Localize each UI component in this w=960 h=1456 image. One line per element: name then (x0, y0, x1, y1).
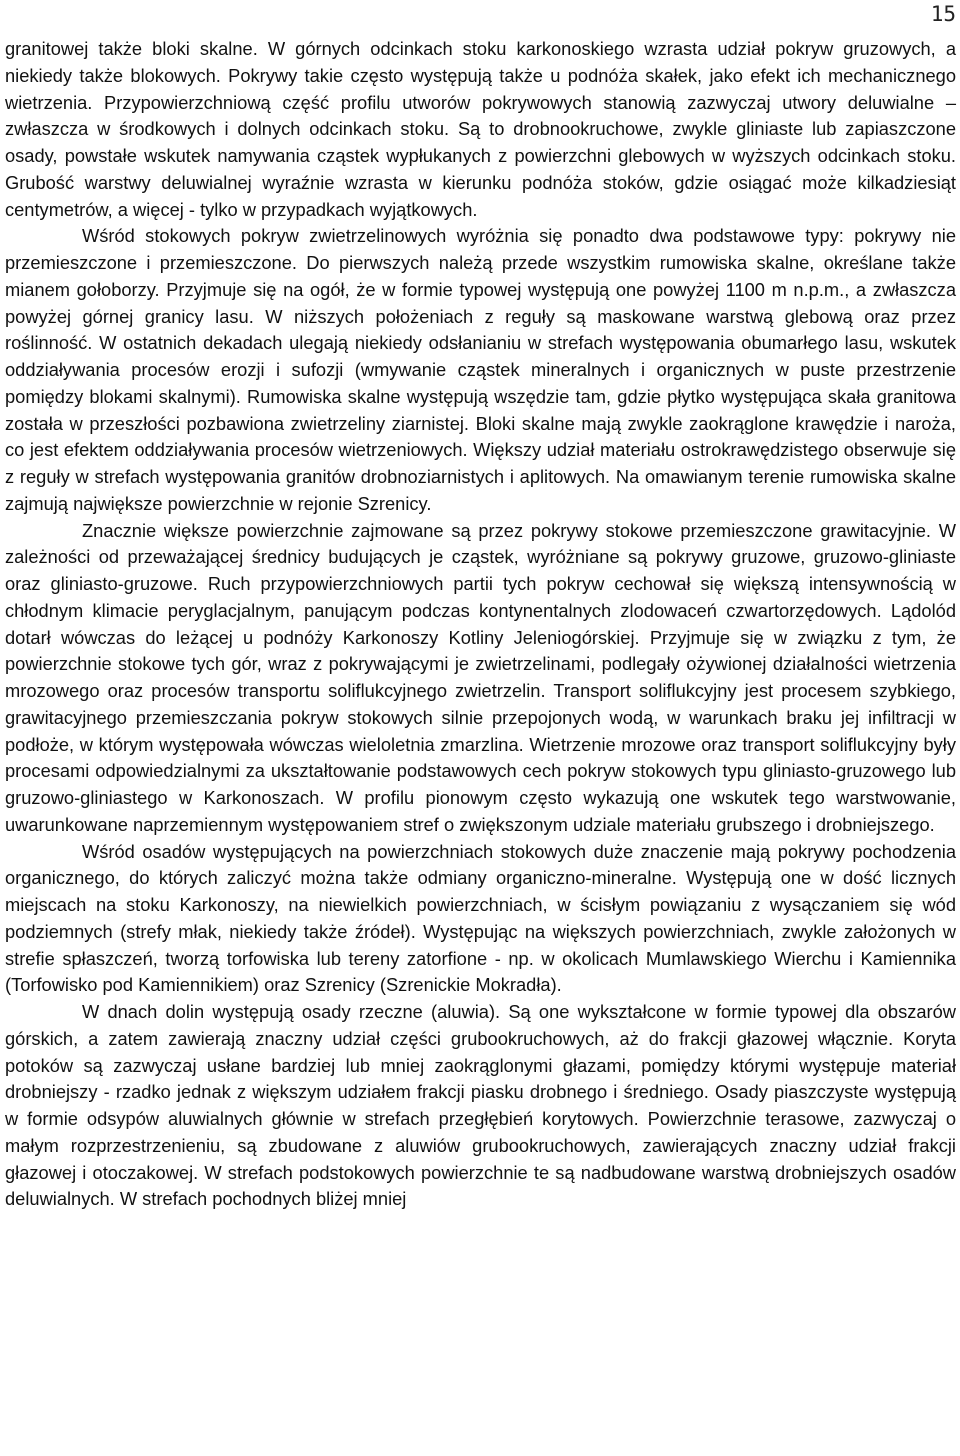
paragraph: W dnach dolin występują osady rzeczne (aluwia). Są one wykształcone w formie typowej dla obszarów górskich, a zatem zawierają znaczny udział części grubookruchowych, aż do frakcji głazowej włącznie. Koryta potoków są zazwyczaj usłane bardziej lub mniej zaokrąglonymi głazami, pomiędzy którymi występuje materiał drobniejszy - rzadko jednak z większym udziałem frakcji piasku drobnego i średniego. Osady piaszczyste występują w formie odsypów aluwialnych głównie w strefach przegłębień korytowych. Powierzchnie terasowe, zazwyczaj o małym rozprzestrzenieniu, są zbudowane z aluwiów grubookruchowych, zawierających znaczny udział frakcji głazowej i otoczakowej. W strefach podstokowych powierzchnie te są nadbudowane warstwą drobniejszych osadów deluwialnych. W strefach pochodnych bliżej mniej (5, 1001, 956, 1210)
document-body (5, 36, 956, 1213)
paragraph: Wśród osadów występujących na powierzchniach stokowych duże znaczenie mają pokrywy pochodzenia organicznego, do których zaliczyć można także odmiany organiczno-mineralne. Występują one w dość licznych miejscach na stoku Karkonoszy, na niewielkich powierzchniach, w ścisłym powiązaniu z wysączaniem się wód podziemnych (strefy młak, niekiedy także źródeł). Występując na większych powierzchniach, zwykle założonych w strefie spłaszczeń, tworzą torfowiska lub tereny zatorfione - np. w okolicach Mumlawskiego Wierchu i Kamiennika (Torfowisko pod Kamiennikiem) oraz Szrenicy (Szrenickie Mokradła). (5, 840, 956, 996)
paragraph: Znacznie większe powierzchnie zajmowane są przez pokrywy stokowe przemieszczone grawitacyjnie. W zależności od przeważającej średnicy budujących je cząstek, wyróżniane są pokrywy gruzowe, gruzowo-gliniaste oraz gliniasto-gruzowe. Ruch przypowierzchniowych partii tych pokryw cechował się większą intensywnością w chłodnym klimacie peryglacjalnym, panującym podczas kontynentalnych zlodowaceń czwartorzędowych. Lądolód dotarł wówczas do leżącej u podnóży Karkonoszy Kotliny Jeleniogórskiej. Przyjmuje się w związku z tym, że powierzchnie stokowe tych gór, wraz z pokrywającymi je zwietrzelinami, podlegały ożywionej działalności wietrzenia mrozowego oraz procesów transportu soliflukcyjnego zwietrzelin. Transport soliflukcyjny jest procesem szybkiego, grawitacyjnego przemieszczania pokryw stokowych silnie przepojonych wodą, w warunkach braku jej infiltracji w podłoże, w którym występowała wówczas wieloletnia zmarzlina. Wietrzenie mrozowe oraz transport soliflukcyjny były procesami odpowiedzialnymi za ukształtowanie podstawowych cech pokryw stokowych typu gliniasto-gruzowego lub gruzowo-gliniastego w Karkonoszach. W profilu pionowym często wykazują one wskutek tego warstwowanie, uwarunkowane naprzemiennym występowaniem stref o zwiększonym udziale materiału grubszego i drobniejszego. (5, 519, 956, 835)
paragraph: Wśród stokowych pokryw zwietrzelinowych wyróżnia się ponadto dwa podstawowe typy: pokrywy nie przemieszczone i przemieszczone. Do pierwszych należą przede wszystkim rumowiska skalne, określane także mianem gołoborzy. Przyjmuje się na ogół, że w formie typowej występują one powyżej 1100 m n.p.m., a zwłaszcza powyżej górnej granicy lasu. W niższych położeniach z reguły są maskowane warstwą glebową oraz przez roślinność. W ostatnich dekadach ulegają niekiedy odsłanianiu w strefach występowania obumarłego lasu, wskutek oddziaływania procesów erozji i sufozji (wmywanie cząstek mineralnych i organicznych w puste przestrzenie pomiędzy blokami skalnymi). Rumowiska skalne występują wszędzie tam, gdzie płytko występująca skała granitowa została w przeszłości pozbawiona zwietrzeliny ziarnistej. Bloki skalne mają zwykle zaokrąglone krawędzie i naroża, co jest efektem oddziaływania procesów wietrzeniowych. Większy udział materiału ostrokrawędzistego obserwuje się z reguły w strefach występowania granitów drobnoziarnistych i aplitowych. Na omawianym terenie rumowiska skalne zajmują największe powierzchnie w rejonie Szrenicy. (5, 225, 956, 514)
paragraph: granitowej także bloki skalne. W górnych odcinkach stoku karkonoskiego wzrasta udział pokryw gruzowych, a niekiedy także blokowych. Pokrywy takie często występują także u podnóża skałek, jako efekt ich mechanicznego wietrzenia. Przypowierzchniową część profilu utworów pokrywowych stanowią zazwyczaj utwory deluwialne – zwłaszcza w środkowych i dolnych odcinkach stoku. Są to drobnookruchowe, zwykle gliniaste lub zapiaszczone osady, powstałe wskutek namywania cząstek wypłukanych z powierzchni glebowych w wyższych odcinkach stoku. Grubość warstwy deluwialnej wyraźnie wzrasta w kierunku podnóża stoków, gdzie osiągać może kilkadziesiąt centymetrów, a więcej - tylko w przypadkach wyjątkowych. (5, 38, 956, 220)
page-number: 15 (930, 2, 956, 26)
